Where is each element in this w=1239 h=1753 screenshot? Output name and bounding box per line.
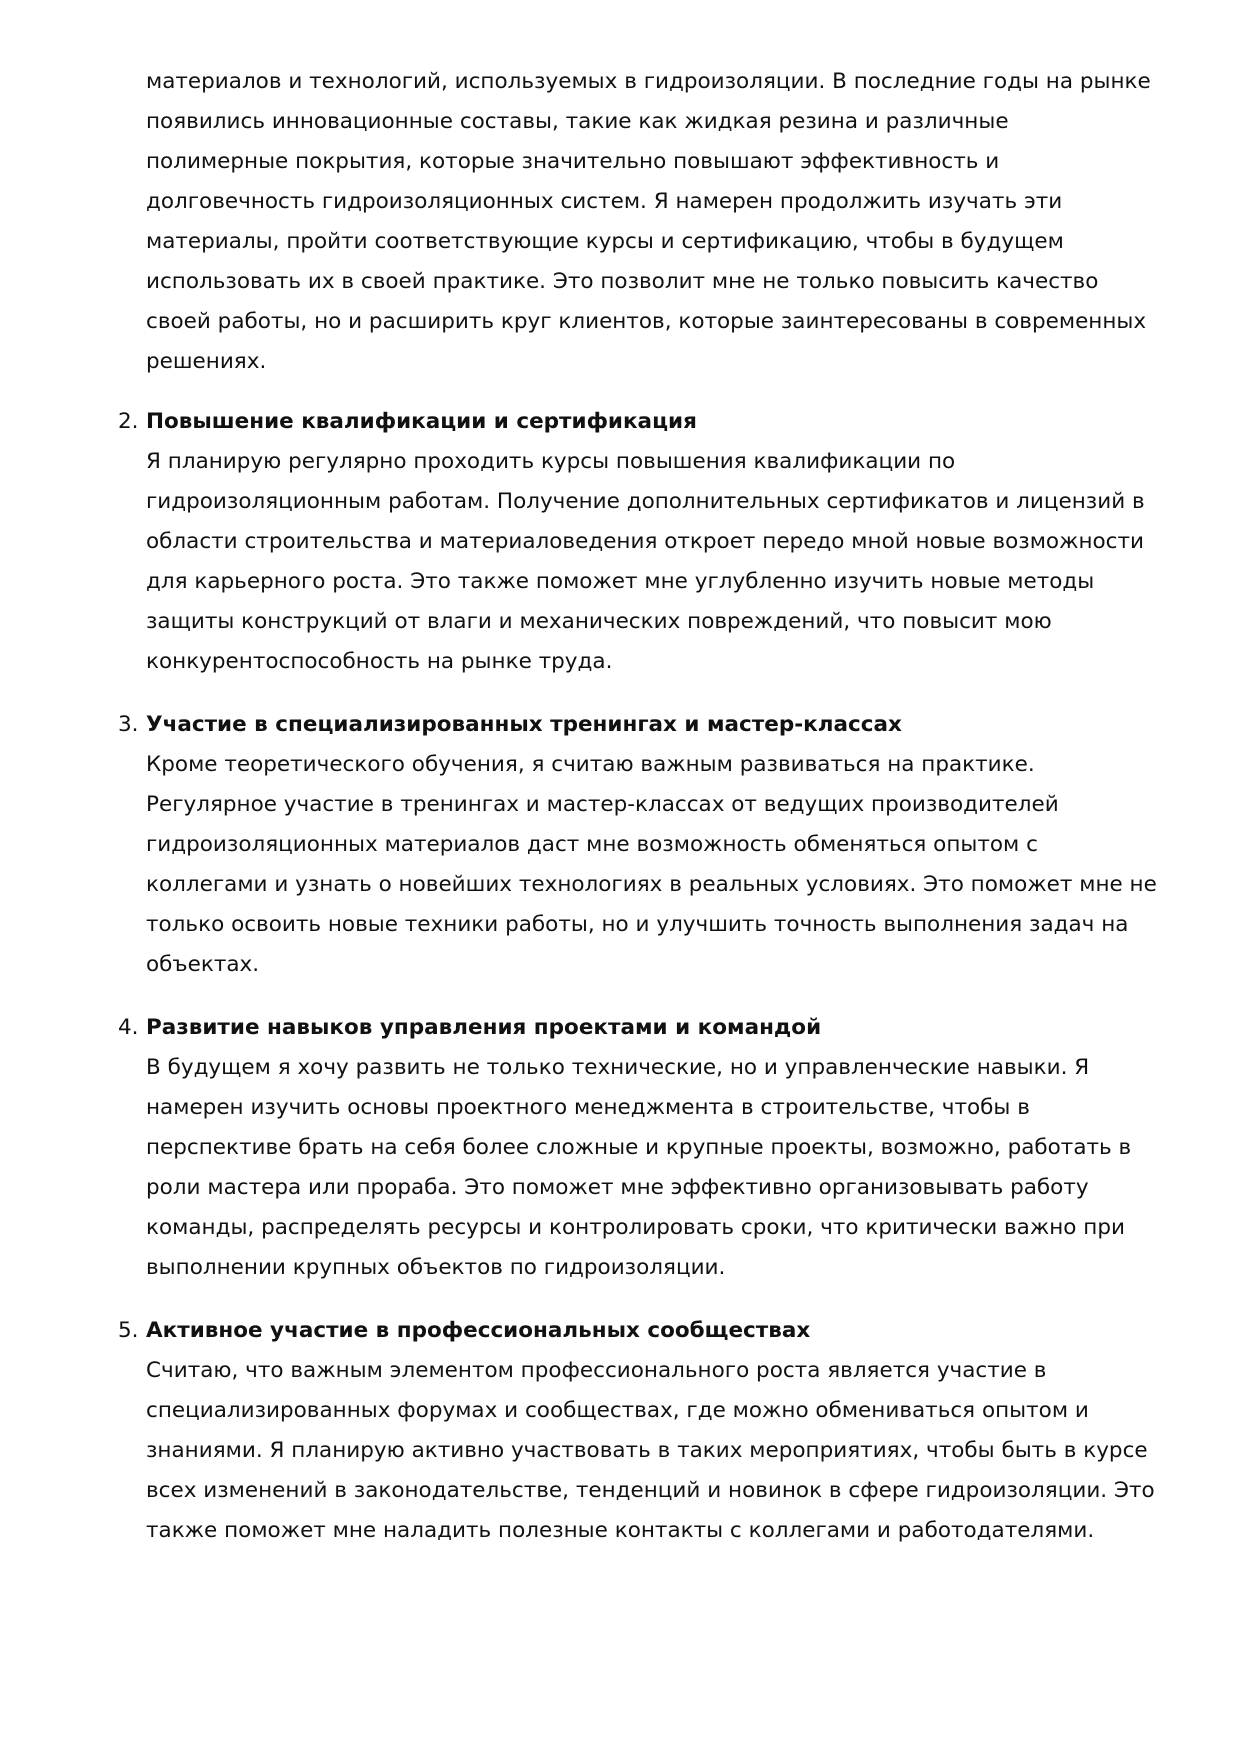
list-item-number: 2.	[118, 409, 139, 434]
text-line: коллегами и узнать о новейших технологиях в реальных условиях. Это поможет мне не	[146, 872, 1157, 897]
text-line: Считаю, что важным элементом профессионального роста является участие в	[146, 1358, 1047, 1383]
text-line: появились инновационные составы, такие как жидкая резина и различные	[146, 109, 1009, 134]
text-line: также поможет мне наладить полезные контакты с коллегами и работодателями.	[146, 1518, 1095, 1543]
list-item-number: 5.	[118, 1318, 139, 1343]
list-item-body	[146, 442, 1166, 682]
text-line: всех изменений в законодательстве, тенденций и новинок в сфере гидроизоляции. Это	[146, 1478, 1155, 1503]
list-item-number: 4.	[118, 1015, 139, 1040]
text-line: гидроизоляционным работам. Получение дополнительных сертификатов и лицензий в	[146, 489, 1145, 514]
text-line: защиты конструкций от влаги и механических повреждений, что повысит мою	[146, 609, 1052, 634]
text-line: своей работы, но и расширить круг клиентов, которые заинтересованы в современных	[146, 309, 1147, 334]
text-line: В будущем я хочу развить не только технические, но и управленческие навыки. Я	[146, 1055, 1090, 1080]
list-item-title: Участие в специализированных тренингах и мастер-классах	[146, 712, 902, 737]
list-item	[118, 705, 1166, 985]
list-item	[118, 1008, 1166, 1288]
text-line: знаниями. Я планирую активно участвовать в таких мероприятиях, чтобы быть в курсе	[146, 1438, 1148, 1463]
text-line: решениях.	[146, 349, 267, 374]
text-line: долговечность гидроизоляционных систем. Я намерен продолжить изучать эти	[146, 189, 1063, 214]
text-line: Кроме теоретического обучения, я считаю важным развиваться на практике.	[146, 752, 1035, 777]
text-line: выполнении крупных объектов по гидроизоляции.	[146, 1255, 726, 1280]
list-item-title: Развитие навыков управления проектами и командой	[146, 1015, 822, 1040]
text-line: только освоить новые техники работы, но и улучшить точность выполнения задач на	[146, 912, 1129, 937]
text-line: Регулярное участие в тренингах и мастер-классах от ведущих производителей	[146, 792, 1059, 817]
text-line: использовать их в своей практике. Это позволит мне не только повысить качество	[146, 269, 1099, 294]
text-line: конкурентоспособность на рынке труда.	[146, 649, 613, 674]
text-line: перспективе брать на себя более сложные и крупные проекты, возможно, работать в	[146, 1135, 1132, 1160]
text-line: Я планирую регулярно проходить курсы повышения квалификации по	[146, 449, 956, 474]
text-line: роли мастера или прораба. Это поможет мне эффективно организовывать работу	[146, 1175, 1089, 1200]
text-line: объектах.	[146, 952, 260, 977]
list-item-body	[146, 745, 1166, 985]
list-item-title: Повышение квалификации и сертификация	[146, 409, 697, 434]
text-line: намерен изучить основы проектного менеджмента в строительстве, чтобы в	[146, 1095, 1030, 1120]
list-item	[118, 1311, 1166, 1551]
list-item-body	[146, 1048, 1166, 1288]
lead-paragraph	[146, 62, 1166, 382]
list-item-number: 3.	[118, 712, 139, 737]
text-line: специализированных форумах и сообществах, где можно обмениваться опытом и	[146, 1398, 1089, 1423]
text-line: для карьерного роста. Это также поможет мне углубленно изучить новые методы	[146, 569, 1095, 594]
text-line: гидроизоляционных материалов даст мне возможность обменяться опытом с	[146, 832, 1038, 857]
list-item	[118, 402, 1166, 682]
text-line: полимерные покрытия, которые значительно повышают эффективность и	[146, 149, 1000, 174]
text-line: области строительства и материаловедения откроет передо мной новые возможности	[146, 529, 1144, 554]
text-line: материалов и технологий, используемых в гидроизоляции. В последние годы на рынке	[146, 69, 1151, 94]
text-line: материалы, пройти соответствующие курсы и сертификацию, чтобы в будущем	[146, 229, 1064, 254]
list-item-body	[146, 1351, 1166, 1551]
text-line: команды, распределять ресурсы и контролировать сроки, что критически важно при	[146, 1215, 1125, 1240]
list-item-title: Активное участие в профессиональных сообществах	[146, 1318, 811, 1343]
